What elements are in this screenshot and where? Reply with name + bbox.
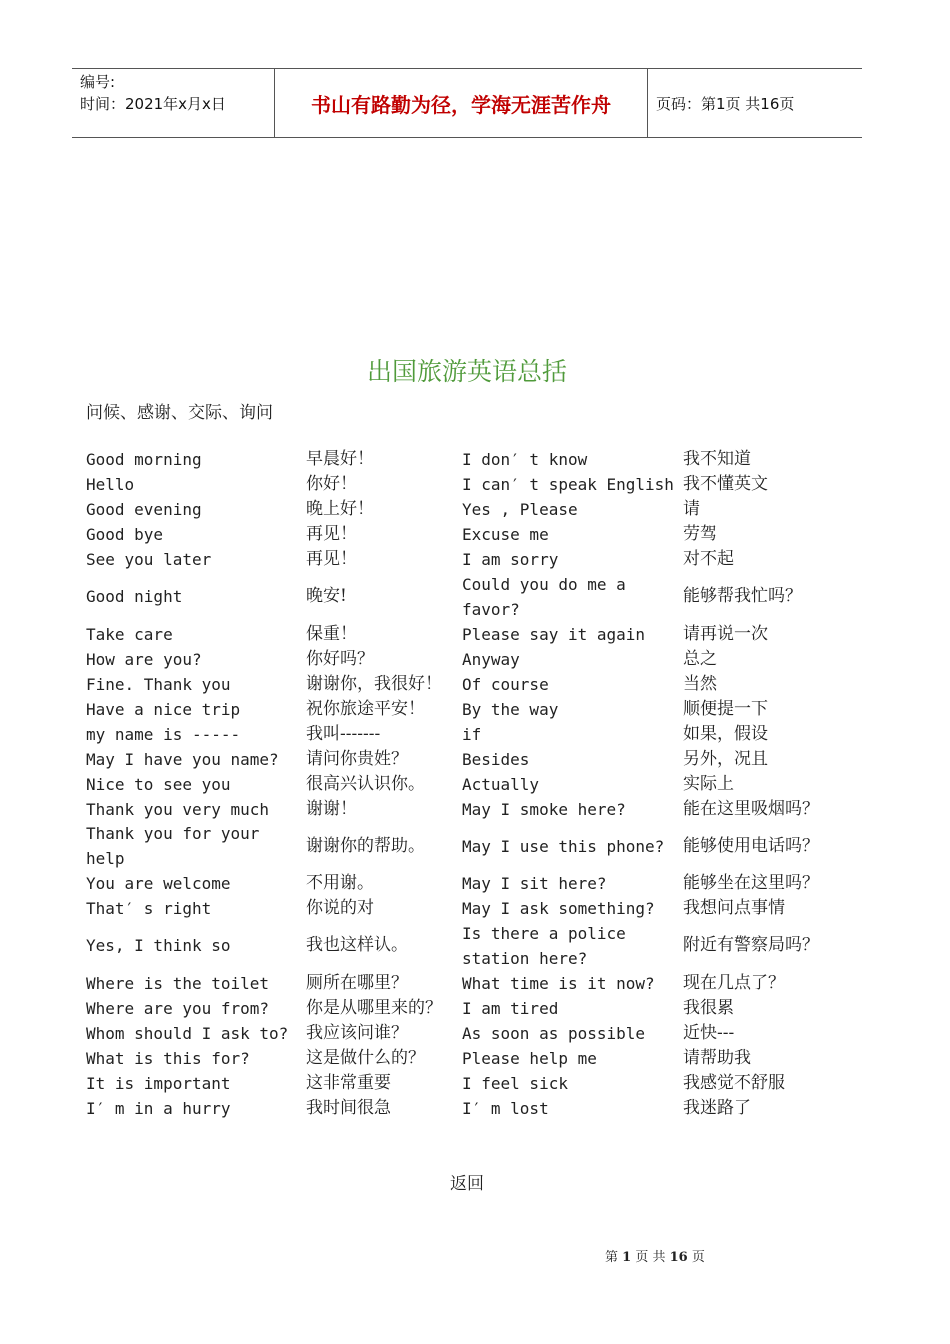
english-phrase: How are you? [86, 649, 202, 669]
english-phrase: I can′ t speak English [462, 475, 674, 494]
english-phrase: May I sit here? [462, 874, 607, 893]
english-phrase: It is important [86, 1073, 231, 1093]
back-link[interactable]: 返回 [450, 1174, 484, 1194]
phrase-row [86, 522, 846, 547]
phrase-row [86, 772, 846, 797]
phrase-row [86, 871, 846, 896]
chinese-translation: 我应该问谁？ [306, 1022, 408, 1043]
chinese-translation: 谢谢你，我很好！ [306, 673, 442, 694]
chinese-translation: 保重！ [306, 623, 357, 644]
chinese-translation: 如果，假设 [683, 723, 768, 744]
chinese-translation: 早晨好！ [306, 449, 374, 469]
chinese-translation: 顺便提一下 [683, 698, 768, 719]
chinese-translation: 劳驾 [683, 524, 717, 544]
english-phrase: Good evening [86, 500, 202, 519]
english-phrase: Thank you for your help [86, 824, 260, 869]
footer-post: 页 [691, 1250, 705, 1265]
english-phrase: Yes , Please [462, 500, 578, 519]
phrase-row [86, 822, 846, 872]
phrase-row [86, 797, 846, 822]
english-phrase: I feel sick [462, 1073, 568, 1093]
chinese-translation: 我不知道 [683, 449, 751, 469]
chinese-translation: 能在这里吸烟吗？ [683, 798, 819, 819]
english-phrase: May I smoke here? [462, 799, 626, 819]
english-phrase: Please help me [462, 1048, 597, 1068]
phrase-row [86, 572, 846, 622]
phrase-row [86, 1096, 846, 1121]
phrase-row [86, 622, 846, 647]
english-phrase: Whom should I ask to? [86, 1023, 289, 1043]
page-footer [605, 1246, 705, 1265]
chinese-translation: 谢谢！ [306, 798, 357, 819]
english-phrase: Anyway [462, 649, 520, 669]
chinese-translation: 你好！ [306, 474, 357, 494]
time-label: 时间：2021年x月x日 [80, 95, 226, 113]
chinese-translation: 晚上好！ [306, 499, 374, 519]
english-phrase: May I use this phone? [462, 836, 665, 856]
english-phrase: Could you do me a favor? [462, 574, 626, 619]
chinese-translation: 当然 [683, 673, 717, 694]
english-phrase: Hello [86, 475, 135, 494]
phrase-row [86, 722, 846, 747]
english-phrase: Is there a police station here? [462, 923, 626, 968]
chinese-translation: 我叫------- [306, 723, 381, 744]
phrase-row [86, 497, 846, 522]
chinese-translation: 现在几点了？ [683, 972, 785, 993]
phrase-row [86, 647, 846, 672]
english-phrase: May I have you name? [86, 749, 279, 769]
english-phrase: Yes, I think so [86, 936, 231, 956]
english-phrase: As soon as possible [462, 1023, 646, 1043]
phrase-row [86, 672, 846, 697]
document-title: 出国旅游英语总括 [366, 357, 567, 386]
chinese-translation: 我很累 [683, 997, 734, 1018]
chinese-translation: 能够使用电话吗？ [683, 835, 819, 856]
chinese-translation: 请再说一次 [683, 623, 768, 644]
chinese-translation: 再见！ [306, 524, 357, 544]
english-phrase: Good night [86, 587, 183, 607]
phrase-row [86, 447, 846, 472]
chinese-translation: 我迷路了 [683, 1097, 751, 1118]
chinese-translation: 我感觉不舒服 [683, 1072, 785, 1093]
chinese-translation: 附近有警察局吗？ [683, 935, 819, 956]
chinese-translation: 能够帮我忙吗？ [683, 586, 802, 607]
english-phrase: my name is ----- [86, 724, 241, 744]
chinese-translation: 晚安! [306, 586, 347, 607]
chinese-translation: 另外，况且 [683, 748, 768, 769]
chinese-translation: 你说的对 [306, 898, 374, 918]
phrase-row [86, 896, 846, 921]
footer-page-number: 1 [622, 1250, 632, 1265]
english-phrase: By the way [462, 699, 559, 719]
chinese-translation: 近快--- [683, 1022, 735, 1043]
english-phrase: Please say it again [462, 624, 646, 644]
english-phrase: Actually [462, 774, 540, 794]
number-label: 编号: [80, 73, 116, 91]
chinese-translation: 祝你旅途平安！ [306, 698, 425, 719]
chinese-translation: 我不懂英文 [683, 474, 768, 494]
chinese-translation: 你好吗？ [306, 648, 374, 669]
chinese-translation: 我想问点事情 [683, 898, 785, 918]
chinese-translation: 这非常重要 [306, 1072, 391, 1093]
chinese-translation: 对不起 [683, 549, 734, 569]
phrase-row [86, 1046, 846, 1071]
english-phrase: I don′ t know [462, 450, 588, 469]
header-page-label: 页码：第1页 共16页 [656, 94, 795, 113]
chinese-translation: 总之 [683, 648, 717, 669]
english-phrase: I am sorry [462, 550, 559, 569]
english-phrase: Excuse me [462, 525, 549, 544]
phrase-row [86, 747, 846, 772]
chinese-translation: 很高兴认识你。 [306, 773, 425, 794]
english-phrase: Where are you from? [86, 998, 270, 1018]
english-phrase: I′ m in a hurry [86, 1098, 231, 1118]
phrase-row [86, 921, 846, 971]
chinese-translation: 请 [683, 499, 700, 519]
chinese-translation: 谢谢你的帮助。 [306, 835, 425, 856]
chinese-translation: 请帮助我 [683, 1047, 751, 1068]
english-phrase: Have a nice trip [86, 699, 241, 719]
phrase-row [86, 547, 846, 572]
english-phrase: See you later [86, 550, 212, 569]
phrase-row [86, 1071, 846, 1096]
chinese-translation: 请问你贵姓？ [306, 748, 408, 769]
english-phrase: You are welcome [86, 874, 231, 893]
english-phrase: Besides [462, 749, 530, 769]
header-info [72, 69, 274, 137]
english-phrase: Good morning [86, 450, 202, 469]
chinese-translation: 再见！ [306, 549, 357, 569]
english-phrase: Nice to see you [86, 774, 231, 794]
english-phrase: I′ m lost [462, 1098, 549, 1118]
phrase-row [86, 1021, 846, 1046]
english-phrase: Where is the toilet [86, 973, 270, 993]
chinese-translation: 你是从哪里来的？ [306, 997, 442, 1018]
phrase-row [86, 971, 846, 996]
phrase-table [86, 447, 846, 1121]
english-phrase: That′ s right [86, 899, 212, 918]
chinese-translation: 这是做什么的？ [306, 1047, 425, 1068]
english-phrase: May I ask something? [462, 899, 655, 918]
english-phrase: I am tired [462, 998, 559, 1018]
chinese-translation: 实际上 [683, 773, 734, 794]
english-phrase: Good bye [86, 525, 164, 544]
english-phrase: if [462, 724, 482, 744]
chinese-translation: 我时间很急 [306, 1097, 391, 1118]
chinese-translation: 厕所在哪里？ [306, 972, 408, 993]
phrase-row [86, 697, 846, 722]
english-phrase: What is this for? [86, 1048, 250, 1068]
footer-total-pages: 16 [669, 1250, 688, 1265]
english-phrase: Of course [462, 674, 549, 694]
chinese-translation: 不用谢。 [306, 873, 374, 893]
page-header [72, 68, 862, 138]
phrase-row [86, 996, 846, 1021]
english-phrase: What time is it now? [462, 973, 655, 993]
footer-pre: 第 [605, 1250, 619, 1265]
footer-mid: 页 共 [635, 1250, 666, 1265]
header-motto: 书山有路勤为径，学海无涯苦作舟 [274, 69, 648, 137]
english-phrase: Take care [86, 624, 173, 644]
english-phrase: Fine. Thank you [86, 674, 231, 694]
chinese-translation: 我也这样认。 [306, 935, 408, 956]
chinese-translation: 能够坐在这里吗？ [683, 873, 819, 893]
section-heading: 问候、感谢、交际、询问 [86, 403, 273, 423]
english-phrase: Thank you very much [86, 799, 270, 819]
phrase-row [86, 472, 846, 497]
